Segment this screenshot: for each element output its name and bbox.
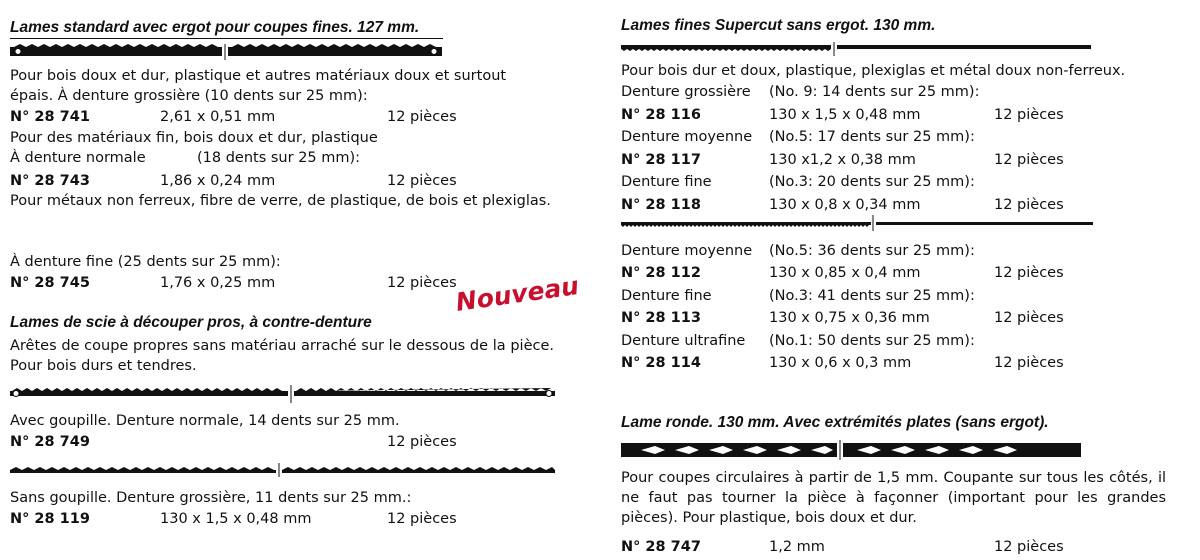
denture-spec: (No.3: 20 dents sur 25 mm): (769, 174, 975, 190)
paragraph-pro-2: Avec goupille. Denture normale, 14 dents sur 25 mm. (10, 413, 400, 429)
denture-label: Denture moyenne (621, 243, 753, 259)
paragraph-standard-1a: Pour bois doux et dur, plastique et autres matériaux doux et surtout (10, 68, 507, 84)
product-dimensions: 130 x 0,6 x 0,3 mm (769, 355, 912, 371)
paragraph-pro-3: Sans goupille. Denture grossière, 11 dents sur 25 mm.: (10, 490, 412, 506)
denture-label: Denture fine (621, 174, 712, 190)
product-dimensions: 130 x1,2 x 0,38 mm (769, 152, 916, 168)
product-row-28747 (621, 537, 1181, 557)
blade-image-fine (621, 215, 1093, 231)
product-dimensions: 130 x 1,5 x 0,48 mm (160, 511, 312, 527)
denture-line-grossiere (621, 82, 1181, 102)
product-dimensions: 1,86 x 0,24 mm (160, 173, 276, 189)
product-row-28113 (621, 308, 1181, 328)
paragraph-pro-1: Arêtes de coupe propres sans matériau arraché sur le dessous de la pièce. Pour bois durs et tendres. (10, 338, 554, 374)
product-dimensions: 1,76 x 0,25 mm (160, 275, 276, 291)
product-row-28743 (10, 171, 570, 191)
product-row-28118 (621, 195, 1181, 215)
product-number: N° 28 117 (621, 152, 701, 168)
product-number: N° 28 113 (621, 310, 701, 326)
product-quantity: 12 pièces (994, 152, 1064, 168)
product-dimensions: 130 x 0,85 x 0,4 mm (769, 265, 921, 281)
product-quantity: 12 pièces (994, 197, 1064, 213)
section-title-round-blade: Lame ronde. 130 mm. Avec extrémités plates (sans ergot). (621, 414, 1049, 431)
product-quantity: 12 pièces (387, 434, 457, 450)
section-title-supercut: Lames fines Supercut sans ergot. 130 mm. (621, 17, 936, 34)
product-row-28119 (10, 509, 570, 529)
product-number: N° 28 749 (10, 434, 90, 450)
blade-image-round (621, 440, 1081, 460)
product-row-28749 (10, 432, 570, 452)
product-quantity: 12 pièces (994, 265, 1064, 281)
product-quantity: 12 pièces (387, 173, 457, 189)
denture-line-moyenne-36 (621, 241, 1181, 261)
product-number: N° 28 114 (621, 355, 701, 371)
denture-spec: (No.1: 50 dents sur 25 mm): (769, 333, 975, 349)
product-dimensions: 1,2 mm (769, 539, 825, 555)
product-dimensions: 130 x 1,5 x 0,48 mm (769, 107, 921, 123)
product-number: N° 28 119 (10, 511, 90, 527)
denture-spec: (No.3: 41 dents sur 25 mm): (769, 288, 975, 304)
section-title-pro-blades: Lames de scie à découper pros, à contre-denture (10, 314, 372, 331)
paragraph-supercut-1: Pour bois dur et doux, plastique, plexiglas et métal doux non-ferreux. (621, 63, 1126, 79)
product-dimensions: 2,61 x 0,51 mm (160, 109, 276, 125)
product-row-28112 (621, 263, 1181, 283)
blade-image-pro-without-pin (10, 461, 555, 477)
blade-image-pro-with-pin (10, 385, 555, 403)
product-number: N° 28 745 (10, 275, 90, 291)
denture-line-fine (621, 172, 1181, 192)
paragraph-standard-1b: épais. À denture grossière (10 dents sur 25 mm): (10, 88, 368, 104)
product-dimensions: 130 x 0,75 x 0,36 mm (769, 310, 930, 326)
denture-spec: (No.5: 17 dents sur 25 mm): (769, 129, 975, 145)
new-badge: Nouveau (453, 271, 581, 317)
paragraph-round-blade: Pour coupes circulaires à partir de 1,5 mm. Coupante sur tous les côtés, il ne faut pas tourner la pièce à façonner (important pour les grandes pièces). Pour plastique, bois doux et dur. (621, 470, 1166, 526)
product-quantity: 12 pièces (994, 310, 1064, 326)
product-number: N° 28 743 (10, 173, 90, 189)
paragraph-standard-3: Pour métaux non ferreux, fibre de verre, de plastique, de bois et plexiglas. (10, 193, 551, 209)
product-number: N° 28 112 (621, 265, 701, 281)
product-number: N° 28 116 (621, 107, 701, 123)
product-quantity: 12 pièces (994, 539, 1064, 555)
product-row-28117 (621, 150, 1181, 170)
blade-image-standard (10, 44, 442, 60)
product-row-28116 (621, 105, 1181, 125)
product-quantity: 12 pièces (994, 107, 1064, 123)
denture-line-fine-41 (621, 286, 1181, 306)
paragraph-standard-4: À denture fine (25 dents sur 25 mm): (10, 254, 281, 270)
product-quantity: 12 pièces (387, 109, 457, 125)
product-number: N° 28 747 (621, 539, 701, 555)
product-quantity: 12 pièces (994, 355, 1064, 371)
product-number: N° 28 118 (621, 197, 701, 213)
denture-spec: (18 dents sur 25 mm): (197, 150, 361, 166)
denture-label: Denture fine (621, 288, 712, 304)
denture-label: À denture normale (10, 150, 146, 166)
denture-line-moyenne (621, 127, 1181, 147)
product-quantity: 12 pièces (387, 275, 457, 291)
denture-label: Denture ultrafine (621, 333, 746, 349)
section-title-standard-blades: Lames standard avec ergot pour coupes fines. 127 mm. (10, 18, 443, 39)
paragraph-standard-2a: Pour des matériaux fin, bois doux et dur, plastique (10, 130, 378, 146)
product-quantity: 12 pièces (387, 511, 457, 527)
denture-line-ultrafine (621, 331, 1181, 351)
blade-image-supercut (621, 42, 1091, 56)
denture-spec: (No.5: 36 dents sur 25 mm): (769, 243, 975, 259)
product-row-28741 (10, 107, 570, 127)
denture-label: Denture moyenne (621, 129, 753, 145)
product-number: N° 28 741 (10, 109, 90, 125)
denture-spec: (No. 9: 14 dents sur 25 mm): (769, 84, 980, 100)
denture-label: Denture grossière (621, 84, 751, 100)
product-row-28114 (621, 353, 1181, 373)
denture-line-normale (10, 148, 570, 168)
product-dimensions: 130 x 0,8 x 0,34 mm (769, 197, 921, 213)
